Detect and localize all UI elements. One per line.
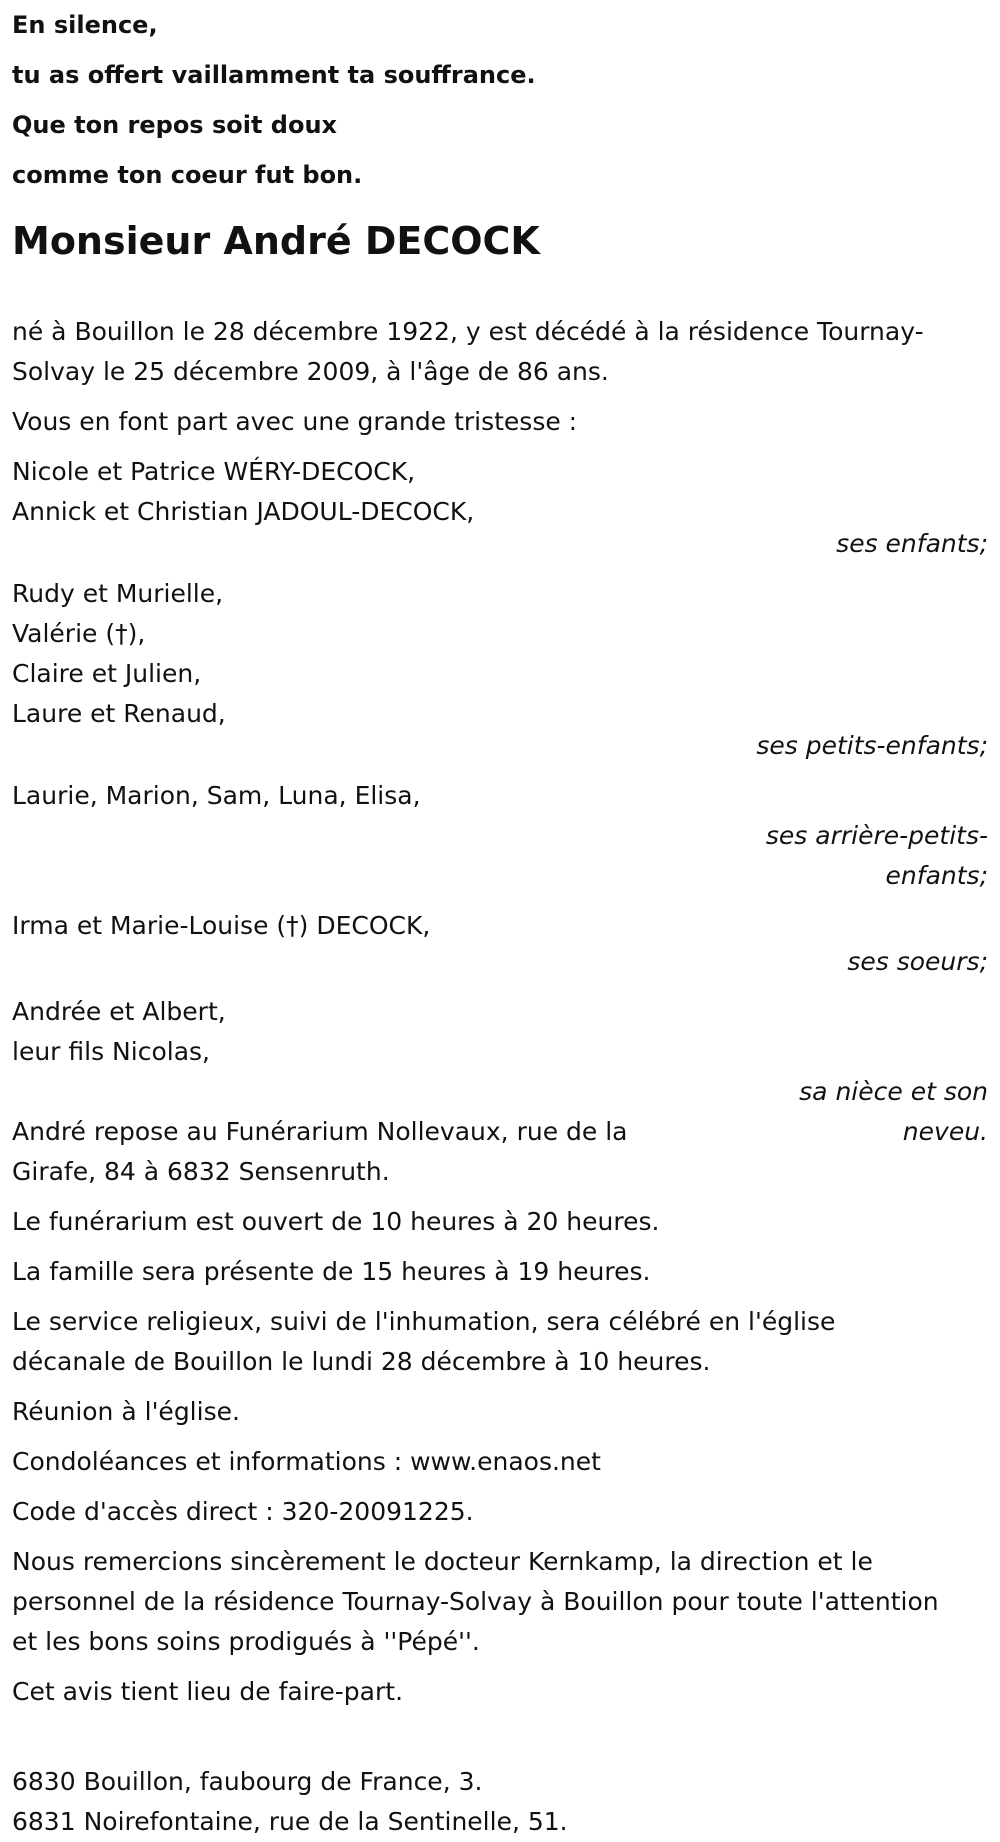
announce-line: Vous en font part avec une grande tristesse :	[12, 407, 578, 436]
family-grandchildren	[12, 574, 988, 776]
family-name: Nicole et Patrice WÉRY-DECOCK,	[12, 457, 416, 486]
relation-label: ses enfants;	[836, 529, 988, 558]
repose-line: Girafe, 84 à 6832 Sensenruth.	[12, 1157, 390, 1186]
family-name: Irma et Marie-Louise (†) DECOCK,	[12, 911, 431, 940]
relation-label-line: enfants;	[885, 861, 988, 890]
family-name: Laure et Renaud,	[12, 699, 226, 728]
family-names	[12, 574, 732, 734]
relation-label: ses soeurs;	[847, 947, 988, 976]
address-line: 6830 Bouillon, faubourg de France, 3.	[12, 1767, 483, 1796]
family-name: Rudy et Murielle,	[12, 579, 224, 608]
detail-paragraph: Cet avis tient lieu de faire-part.	[12, 1677, 404, 1706]
obituary-body	[12, 312, 988, 1842]
poem-line: En silence,	[12, 11, 158, 39]
family-name: Claire et Julien,	[12, 659, 202, 688]
detail-paragraph: La famille sera présente de 15 heures à 19 heures.	[12, 1257, 651, 1286]
poem	[12, 0, 988, 200]
family-names	[12, 992, 732, 1072]
family-name: Annick et Christian JADOUL-DECOCK,	[12, 497, 475, 526]
relation-label-line: sa nièce et son	[799, 1077, 988, 1106]
poem-line: Que ton repos soit doux	[12, 111, 338, 139]
family-niece	[12, 992, 988, 1152]
detail-paragraph: Le service religieux, suivi de l'inhumation, sera célébré en l'église décanale de Bouillon le lundi 28 décembre à 10 heures.	[12, 1307, 836, 1376]
poem-line: tu as offert vaillamment ta souffrance.	[12, 61, 536, 89]
family-great-grandchildren	[12, 776, 988, 906]
family-name: leur fils Nicolas,	[12, 1037, 210, 1066]
family-names	[12, 906, 732, 946]
detail-paragraph: Réunion à l'église.	[12, 1397, 240, 1426]
family-names	[12, 452, 732, 532]
address-line: 6831 Noirefontaine, rue de la Sentinelle, 51.	[12, 1807, 568, 1836]
repose-line: André repose au Funérarium Nollevaux, rue de la	[12, 1117, 628, 1146]
relation-label: ses petits-enfants;	[756, 731, 988, 760]
intro-paragraph: né à Bouillon le 28 décembre 1922, y est décédé à la résidence Tournay-Solvay le 25 décembre 2009, à l'âge de 86 ans.	[12, 317, 924, 386]
addresses	[12, 1762, 988, 1842]
detail-paragraph: Le funérarium est ouvert de 10 heures à 20 heures.	[12, 1207, 660, 1236]
family-name: Laurie, Marion, Sam, Luna, Elisa,	[12, 781, 421, 810]
poem-line: comme ton coeur fut bon.	[12, 161, 363, 189]
family-children	[12, 452, 988, 574]
detail-paragraph: Code d'accès direct : 320-20091225.	[12, 1497, 474, 1526]
detail-paragraph: Condoléances et informations : www.enaos.net	[12, 1447, 601, 1476]
relation-label-line: neveu.	[902, 1117, 988, 1146]
family-name: Valérie (†),	[12, 619, 146, 648]
family-sisters	[12, 906, 988, 992]
family-names	[12, 776, 732, 816]
detail-paragraph: Nous remercions sincèrement le docteur Kernkamp, la direction et le personnel de la résidence Tournay-Solvay à Bouillon pour toute l'attention et les bons soins prodigués à ''Pépé''.	[12, 1547, 939, 1656]
relation-label	[12, 1072, 988, 1152]
relation-label-line: ses arrière-petits-	[765, 821, 988, 850]
family-name: Andrée et Albert,	[12, 997, 226, 1026]
relation-label	[12, 816, 988, 896]
deceased-name: Monsieur André DECOCK	[12, 219, 540, 263]
